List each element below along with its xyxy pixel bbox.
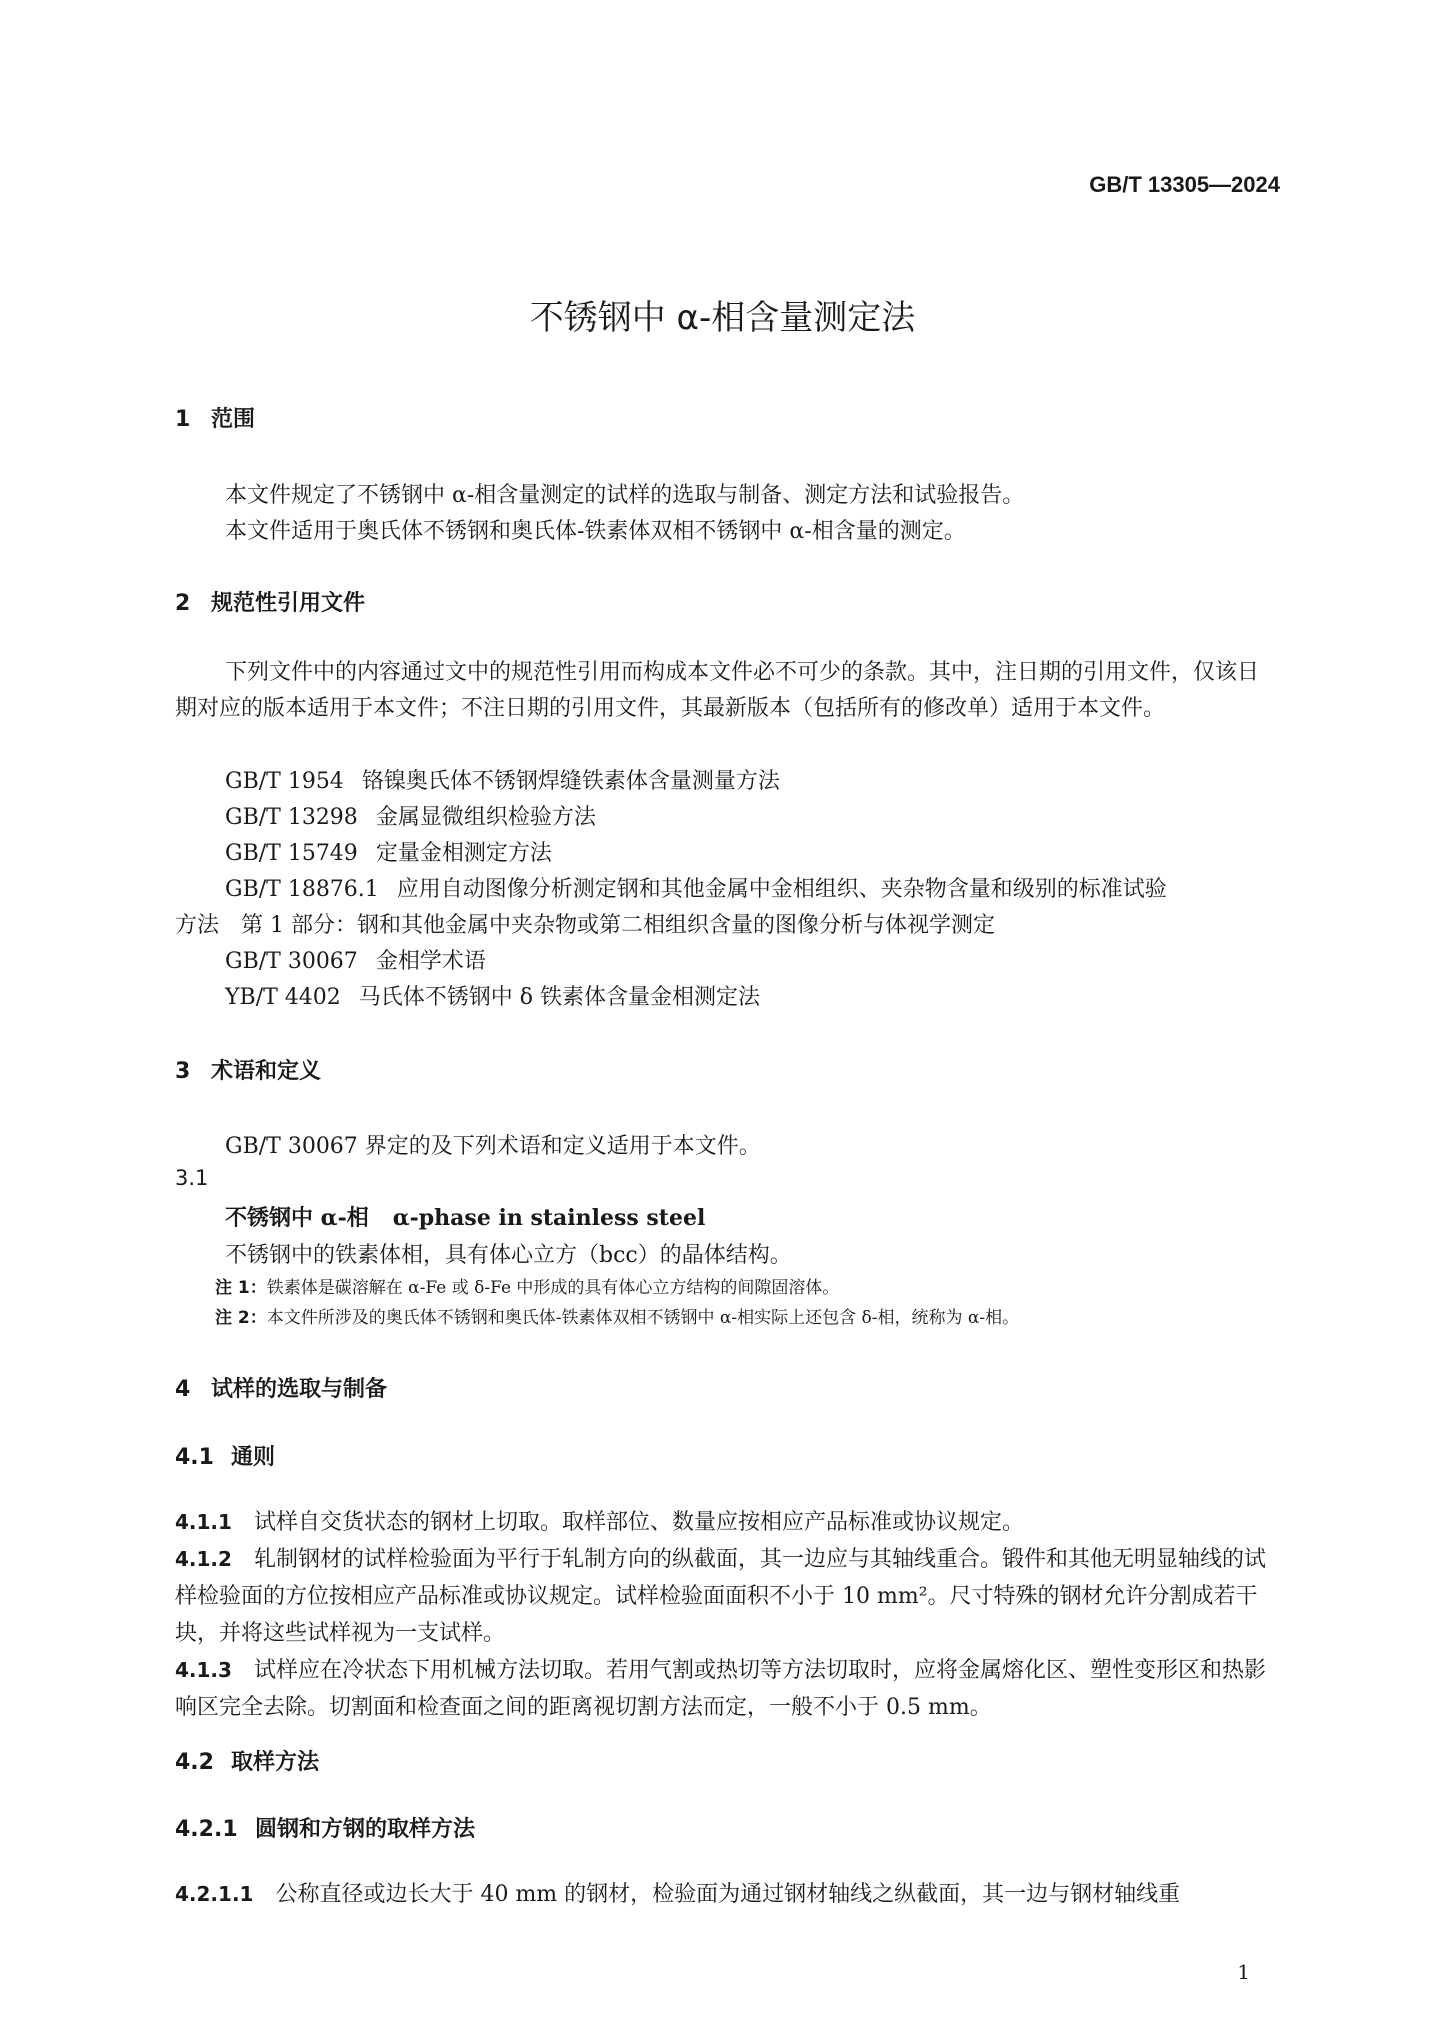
section-title: 规范性引用文件	[211, 591, 366, 616]
reference-item	[225, 800, 596, 831]
clause-text: 试样应在冷状态下用机械方法切取。若用气割或热切等方法切取时，应将金属熔化区、塑性变形区和热影响区完全去除。切割面和检查面之间的距离视切割方法而定，一般不小于 0.5 mm。	[175, 1658, 1266, 1720]
subsection-number: 4.2.1	[175, 1817, 238, 1842]
scope-paragraph-2: 本文件适用于奥氏体不锈钢和奥氏体-铁素体双相不锈钢中 α-相含量的测定。	[225, 519, 966, 544]
normative-references-intro: 下列文件中的内容通过文中的规范性引用而构成本文件必不可少的条款。其中，注日期的引用文件，仅该日期对应的版本适用于本文件；不注日期的引用文件，其最新版本（包括所有的修改单）适用于本文件。	[175, 660, 1260, 721]
clause-number: 4.1.2	[175, 1547, 232, 1571]
subsection-4-1-heading	[175, 1440, 275, 1471]
section-number: 4	[175, 1377, 191, 1402]
terms-intro: GB/T 30067 界定的及下列术语和定义适用于本文件。	[225, 1134, 761, 1159]
reference-code: GB/T 1954	[225, 769, 344, 794]
clause-text: 轧制钢材的试样检验面为平行于轧制方向的纵截面，其一边应与其轴线重合。锻件和其他无明显轴线的试样检验面的方位按相应产品标准或协议规定。试样检验面面积不小于 10 mm²。尺寸特殊的钢材允许分割成若干块，并将这些试样视为一支试样。	[175, 1547, 1266, 1646]
clause-4-1-2	[175, 1541, 1275, 1652]
subsection-title: 圆钢和方钢的取样方法	[255, 1817, 476, 1842]
reference-title-continued: 方法 第 1 部分：钢和其他金属中夹杂物或第二相组织含量的图像分析与体视学测定	[175, 913, 995, 938]
reference-code: GB/T 30067	[225, 949, 358, 974]
subsection-4-2-heading	[175, 1745, 319, 1776]
standard-code: GB/T 13305—2024	[1089, 172, 1280, 197]
clause-number: 4.2.1.1	[175, 1882, 254, 1906]
clause-number: 4.1.3	[175, 1658, 232, 1682]
reference-title: 铬镍奥氏体不锈钢焊缝铁素体含量测量方法	[361, 769, 780, 794]
note-text: 本文件所涉及的奥氏体不锈钢和奥氏体-铁素体双相不锈钢中 α-相实际上还包含 δ-相，统称为 α-相。	[266, 1308, 1020, 1328]
reference-item	[225, 764, 780, 795]
reference-item	[225, 980, 760, 1011]
term-definition: 不锈钢中的铁素体相，具有体心立方（bcc）的晶体结构。	[225, 1243, 792, 1268]
section-4-heading	[175, 1372, 387, 1403]
section-number: 1	[175, 407, 191, 432]
reference-title: 金相学术语	[375, 949, 486, 974]
clause-4-1-3	[175, 1652, 1275, 1726]
reference-item	[225, 872, 1167, 903]
subsection-number: 4.2	[175, 1750, 214, 1775]
reference-title: 应用自动图像分析测定钢和其他金属中金相组织、夹杂物含量和级别的标准试验	[396, 877, 1167, 902]
term-entry	[225, 1201, 705, 1232]
reference-code: GB/T 13298	[225, 805, 358, 830]
section-1-heading	[175, 402, 255, 433]
page-number: 1	[1237, 1960, 1250, 1984]
note-text: 铁素体是碳溶解在 α-Fe 或 δ-Fe 中形成的具有体心立方结构的间隙固溶体。	[266, 1278, 840, 1298]
document-title: 不锈钢中 α-相含量测定法	[529, 298, 916, 338]
term-number: 3.1	[175, 1166, 209, 1190]
clause-text: 公称直径或边长大于 40 mm 的钢材，检验面为通过钢材轴线之纵截面，其一边与钢材轴线重	[275, 1882, 1181, 1907]
note-1	[215, 1273, 839, 1298]
clause-number: 4.1.1	[175, 1510, 232, 1534]
subsection-title: 通则	[231, 1445, 276, 1470]
term-chinese: 不锈钢中 α-相	[225, 1205, 369, 1231]
section-title: 范围	[211, 407, 256, 432]
section-3-heading	[175, 1054, 321, 1085]
subsection-4-2-1-heading	[175, 1812, 475, 1843]
scope-paragraph-1: 本文件规定了不锈钢中 α-相含量测定的试样的选取与制备、测定方法和试验报告。	[225, 483, 1025, 508]
reference-item	[225, 944, 486, 975]
section-number: 2	[175, 591, 191, 616]
subsection-title: 取样方法	[231, 1750, 320, 1775]
clause-text: 试样自交货状态的钢材上切取。取样部位、数量应按相应产品标准或协议规定。	[253, 1510, 1024, 1535]
reference-code: GB/T 15749	[225, 841, 358, 866]
clause-4-1-1	[175, 1504, 1275, 1541]
section-number: 3	[175, 1059, 191, 1084]
section-title: 术语和定义	[211, 1059, 322, 1084]
reference-title: 马氏体不锈钢中 δ 铁素体含量金相测定法	[358, 985, 760, 1010]
clause-4-2-1-1	[175, 1876, 1275, 1913]
note-label: 注 2：	[215, 1308, 267, 1328]
note-2	[215, 1303, 1019, 1328]
note-label: 注 1：	[215, 1278, 267, 1298]
subsection-number: 4.1	[175, 1445, 214, 1470]
reference-item	[225, 836, 552, 867]
section-2-heading	[175, 586, 365, 617]
reference-title: 定量金相测定方法	[375, 841, 552, 866]
section-title: 试样的选取与制备	[211, 1377, 388, 1402]
reference-code: YB/T 4402	[225, 985, 341, 1010]
reference-code: GB/T 18876.1	[225, 877, 379, 902]
reference-title: 金属显微组织检验方法	[375, 805, 596, 830]
term-english: α-phase in stainless steel	[392, 1205, 706, 1231]
